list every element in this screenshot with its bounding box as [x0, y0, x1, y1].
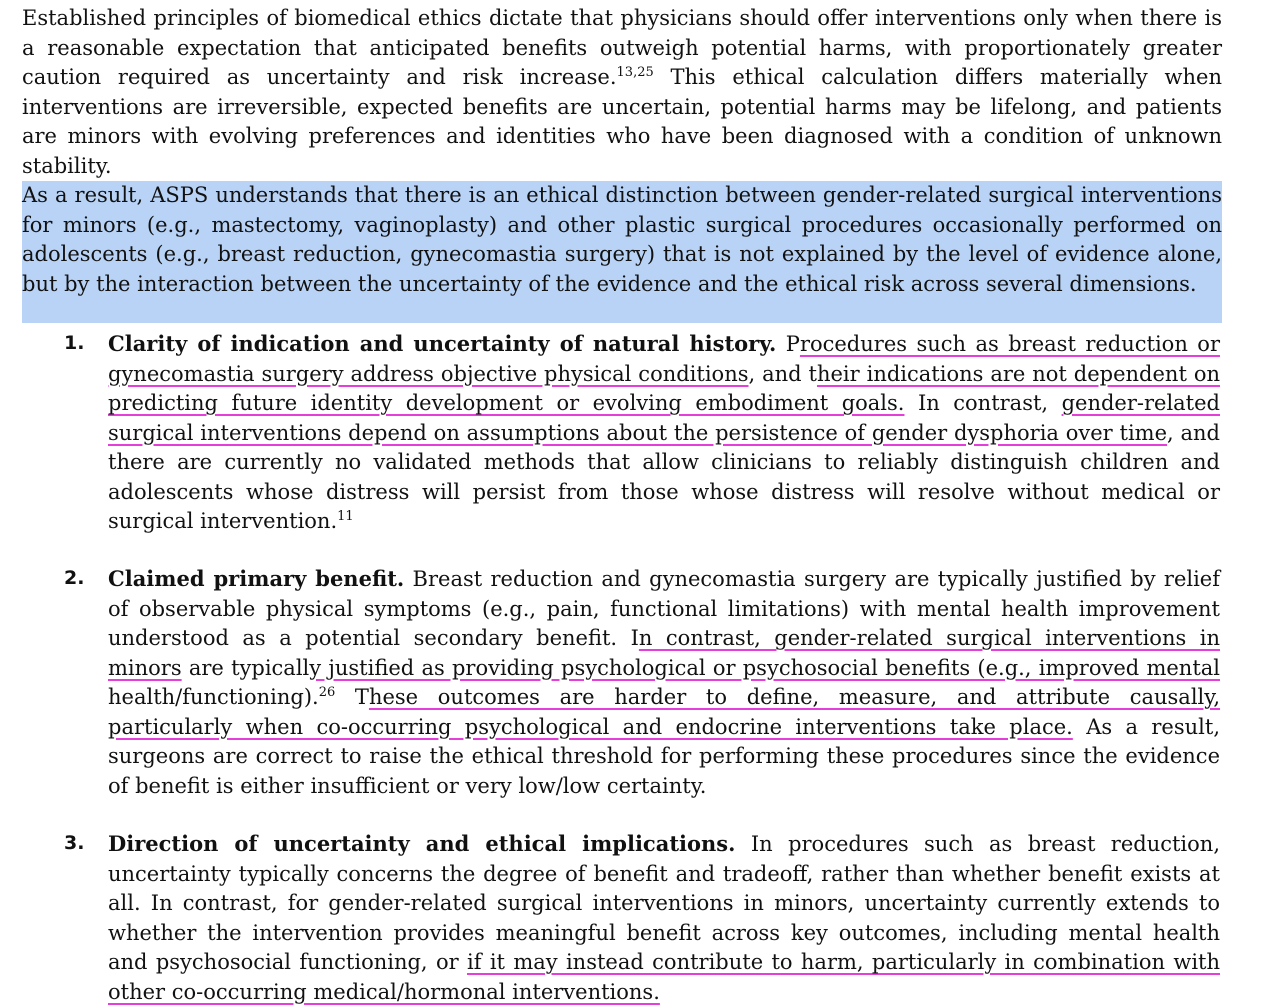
list-item-text: , and there are currently no validated methods that allow clinicians to reliably distinguish children and adolescents whose distress will persist from those whose distress will resolve without medical or surgical intervention. — [108, 420, 1220, 533]
result-paragraph[interactable] — [22, 181, 1222, 299]
list-item-text: Breast reduction and gynecomastia surgery are typically justified by relief of observable physical symptoms (e.g., pain, functional limitations) with mental health improvement understood as a potential secondary benefit. I — [108, 567, 1220, 650]
list-item-text: P — [776, 332, 800, 356]
annotation-underline: gender-related surgical interventions depend on assumptions about the persistence of gender dysphoria over time — [108, 391, 1220, 445]
intro-text-1: Established principles of biomedical ethics dictate that physicians should offer interventions only when there is a reasonable expectation that anticipated benefits outweigh potential harms, with proportionately greater caution required as uncertainty and risk increase. — [22, 6, 1222, 89]
list-item-number: 3. — [64, 832, 85, 854]
list-item-text: In procedures such as breast reduction, uncertainty typically concerns the degree of benefit and tradeoff, rather than whether benefit exists at all. In contrast, for gender-related surgical interventions in minors, uncertainty currently extends to whether the intervention provides meaningful benefit across key outcomes, including mental health and psychosocial functioning, or — [108, 832, 1220, 974]
list-item-body — [108, 564, 1220, 801]
list-item-body — [108, 829, 1220, 1007]
annotation-underline: heir indications are not dependent on predicting future identity development or evolving embodiment goals. — [108, 361, 1220, 415]
result-text: As a result, ASPS understands that there is an ethical distinction between gender-related surgical interventions for minors (e.g., mastectomy, vaginoplasty) and other plastic surgical procedures occasionally performed on adolescents (e.g., breast reduction, gynecomastia surgery) that is not explained by the level of evidence alone, but by the interaction between the uncertainty of the evidence and the ethical risk across several dimensions. — [22, 183, 1222, 296]
list-item-citation: 11 — [337, 509, 354, 524]
list-item-text: As a result, surgeons are correct to raise the ethical threshold for performing these procedures since the evidence of benefit is either insufficient or very low/low certainty. — [108, 714, 1220, 798]
intro-text-2: This ethical calculation differs materially when interventions are irreversible, expected benefits are uncertain, potential harms may be lifelong, and patients are minors with evolving preferences and identities who have been diagnosed with a condition of unknown stability. — [22, 65, 1223, 178]
list-item-heading: Clarity of indication and uncertainty of natural history. — [108, 331, 777, 356]
annotation-underline: if it may instead contribute to harm, particularly in combination with other co-occurring medical/hormonal interventions. — [108, 950, 1220, 1004]
annotation-underline: n contrast, gender-related surgical interventions in minors — [108, 626, 1220, 680]
list-item-number: 1. — [64, 332, 85, 354]
list-item-number: 2. — [64, 567, 85, 589]
list-item-text: health/functioning). — [108, 685, 319, 709]
list-item-text: T — [335, 685, 369, 709]
list-item-text: , and t — [748, 361, 817, 386]
list-item-heading: Direction of uncertainty and ethical implications. — [108, 831, 736, 856]
annotation-underline: rocedures such as breast reduction or gynecomastia surgery address objective physical conditions — [108, 332, 1220, 386]
list-item-text: In contrast, — [904, 391, 1062, 415]
intro-paragraph — [22, 4, 1222, 181]
list-item-citation: 26 — [318, 685, 336, 700]
list-item-heading: Claimed primary benefit. — [108, 566, 405, 591]
list-item-text: are typicall — [181, 655, 310, 680]
annotation-underline: y justified as providing psychological or psychosocial benefits (e.g., improved mental — [309, 655, 1220, 680]
annotation-underline: hese outcomes are harder to define, measure, and attribute causally, particularly when co-occurring psychological and endocrine interventions take place. — [108, 685, 1221, 739]
list-item-body — [108, 329, 1220, 537]
intro-citation: 13,25 — [616, 65, 654, 80]
